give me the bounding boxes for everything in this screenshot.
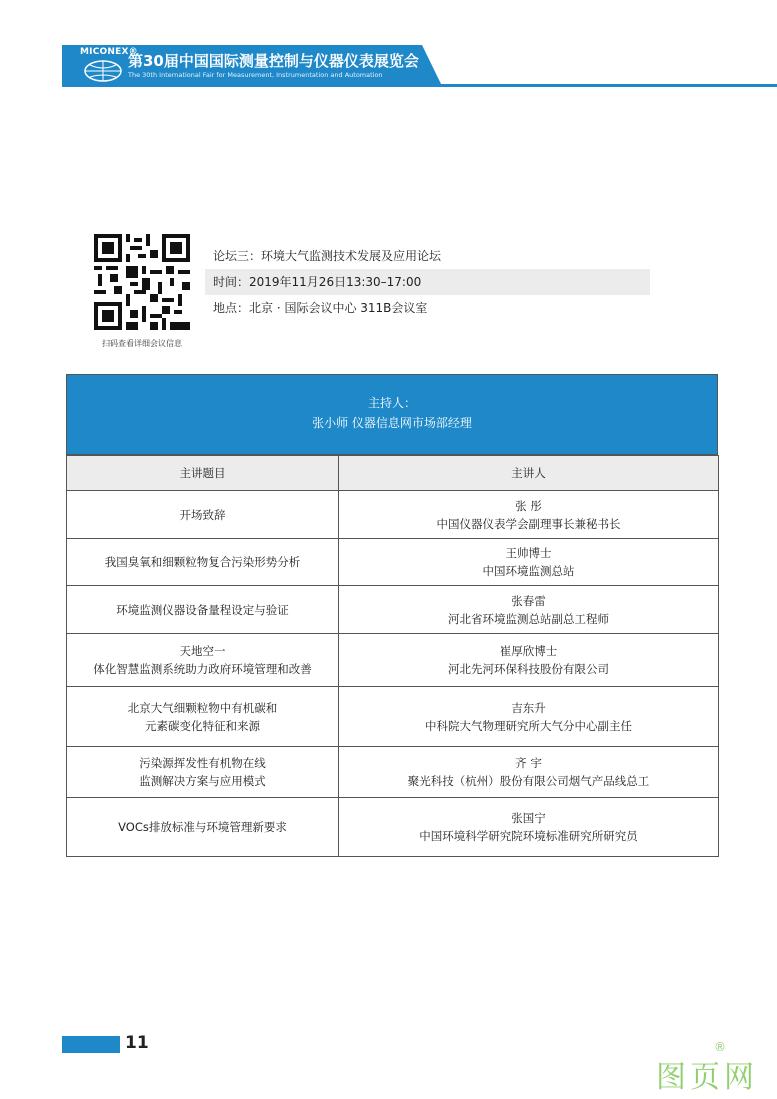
topic-cell xyxy=(67,491,339,539)
topic-line: 监测解决方案与应用模式 xyxy=(139,774,266,788)
host-name: 张小师 仪器信息网市场部经理 xyxy=(312,416,472,430)
table-row xyxy=(67,634,719,687)
table-row xyxy=(67,747,719,798)
header-rule xyxy=(62,84,777,87)
speaker-name: 吉东升 xyxy=(511,700,546,715)
fair-title: 第30届中国国际测量控制与仪器仪表展览会 xyxy=(128,52,419,70)
speaker-affiliation: 河北省环境监测总站副总工程师 xyxy=(448,611,609,626)
speaker-cell xyxy=(339,798,719,857)
speaker-name: 崔厚欣博士 xyxy=(499,644,558,658)
topic-line: VOCs排放标准与环境管理新要求 xyxy=(118,820,287,834)
speaker-affiliation: 中国环境监测总站 xyxy=(482,564,575,578)
speaker-cell xyxy=(339,687,719,747)
speaker-name: 张春雷 xyxy=(511,593,546,608)
site-watermark: 图页网 xyxy=(656,1060,758,1095)
table-row xyxy=(67,798,719,857)
topic-cell xyxy=(67,687,339,747)
column-header-speaker: 主讲人 xyxy=(339,456,719,491)
topic-line: 体化智慧监测系统助力政府环境管理和改善 xyxy=(93,662,312,676)
watermark-registered-mark: ® xyxy=(714,1040,726,1054)
forum-info xyxy=(205,243,650,321)
forum-location: 地点：北京 · 国际会议中心 311B会议室 xyxy=(213,301,428,315)
qr-code-icon[interactable] xyxy=(94,234,190,330)
speaker-cell xyxy=(339,539,719,586)
table-column-headers xyxy=(67,456,719,491)
column-header-topic: 主讲题目 xyxy=(67,456,339,491)
topic-line: 元素碳变化特征和来源 xyxy=(145,718,260,733)
speaker-affiliation: 中国环境科学研究院环境标准研究所研究员 xyxy=(419,829,638,843)
schedule-table xyxy=(66,374,718,857)
topic-line: 污染源挥发性有机物在线 xyxy=(139,756,266,770)
page-number-bar xyxy=(62,1036,120,1053)
speaker-cell xyxy=(339,491,719,539)
forum-title: 论坛三：环境大气监测技术发展及应用论坛 xyxy=(213,249,442,263)
topic-cell xyxy=(67,747,339,798)
table-row xyxy=(67,586,719,634)
qr-caption: 扫码查看详细会议信息 xyxy=(102,339,182,348)
speaker-affiliation: 河北先河环保科技股份有限公司 xyxy=(448,662,609,676)
speaker-name: 张国宁 xyxy=(511,811,546,825)
speaker-cell xyxy=(339,747,719,798)
speaker-affiliation: 中科院大气物理研究所大气分中心副主任 xyxy=(425,718,632,733)
topic-line: 我国臭氧和细颗粒物复合污染形势分析 xyxy=(104,555,301,569)
speaker-name: 齐 宇 xyxy=(515,756,542,770)
topic-cell xyxy=(67,798,339,857)
speaker-cell xyxy=(339,634,719,687)
topic-line: 开场致辞 xyxy=(179,507,226,522)
topic-cell xyxy=(67,539,339,586)
table-row xyxy=(67,539,719,586)
forum-time: 时间：2019年11月26日13:30–17:00 xyxy=(205,269,650,295)
speaker-affiliation: 中国仪器仪表学会副理事长兼秘书长 xyxy=(436,516,621,531)
speaker-name: 王帅博士 xyxy=(505,546,552,560)
topic-line: 天地空一 xyxy=(179,644,226,658)
topic-line: 环境监测仪器设备量程设定与验证 xyxy=(116,602,289,617)
topic-line: 北京大气细颗粒物中有机碳和 xyxy=(127,700,278,715)
speaker-affiliation: 聚光科技（杭州）股份有限公司烟气产品线总工 xyxy=(407,774,650,788)
page-header xyxy=(0,0,777,90)
host-header xyxy=(66,374,718,455)
host-label: 主持人： xyxy=(367,396,416,410)
fair-subtitle: The 30th International Fair for Measurement, Instrumentation and Automation xyxy=(128,71,383,79)
speaker-name: 张 彤 xyxy=(515,498,542,513)
topic-cell xyxy=(67,634,339,687)
logo-wordmark: MICONEX® xyxy=(80,47,138,57)
topic-cell xyxy=(67,586,339,634)
table-row xyxy=(67,491,719,539)
table-row xyxy=(67,687,719,747)
page-number: 11 xyxy=(125,1033,149,1053)
speaker-cell xyxy=(339,586,719,634)
